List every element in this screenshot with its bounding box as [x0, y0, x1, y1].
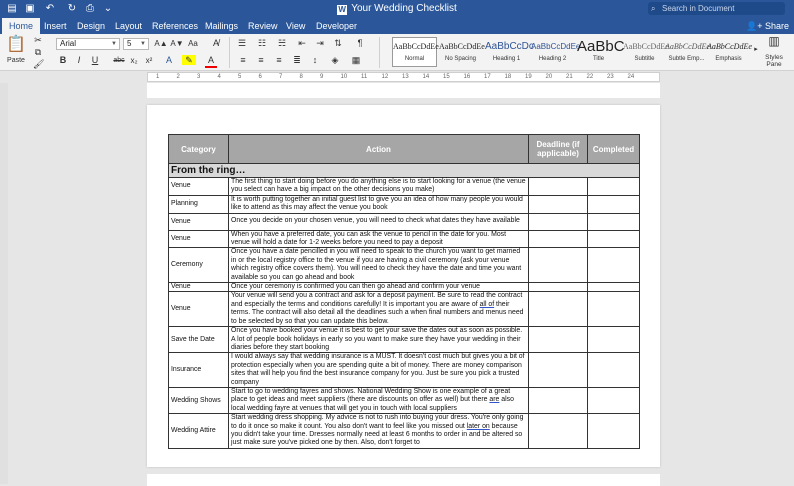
cell-category[interactable]: Venue: [169, 292, 229, 327]
title-bar: [0, 0, 794, 18]
share-button[interactable]: [746, 18, 789, 34]
cell-deadline[interactable]: [529, 283, 588, 292]
font-size-select[interactable]: [123, 38, 149, 50]
table-row: [169, 195, 640, 213]
table-row: [169, 414, 640, 449]
font-name-value: Arial: [60, 39, 77, 48]
ruler-number: 1: [156, 74, 160, 80]
action-text: because you didn't take your time. Dresses normally need at least 6 months to order in and be altered so just make sure you've picked one by then. Also, don't forget to: [231, 422, 523, 447]
cell-category[interactable]: Wedding Attire: [169, 414, 229, 449]
paste-label[interactable]: Paste: [7, 57, 25, 64]
ruler-number: 20: [545, 74, 553, 80]
ruler-number: 6: [258, 74, 262, 80]
cell-deadline[interactable]: [529, 213, 588, 230]
style-name: Emphasis: [715, 56, 742, 62]
action-text-underlined: later on: [466, 422, 490, 430]
font-size-value: 5: [127, 39, 132, 48]
ruler-number: 14: [422, 74, 430, 80]
action-text: also local wedding fayre at venues that will get you in touch with local suppliers: [231, 396, 514, 412]
increase-indent-icon[interactable]: ⇥: [316, 38, 324, 48]
ruler-number: 22: [586, 74, 594, 80]
font-name-select[interactable]: [56, 38, 120, 50]
cell-completed[interactable]: [588, 414, 640, 449]
shading-icon[interactable]: ◈: [331, 55, 339, 65]
style-name: Normal: [404, 56, 425, 62]
ribbon-tabs: [0, 18, 794, 34]
style-name: Heading 1: [492, 56, 521, 62]
tab-mailings[interactable]: Mailings: [205, 21, 239, 31]
cell-completed[interactable]: [588, 387, 640, 413]
tab-insert[interactable]: Insert: [44, 21, 67, 31]
clear-formatting-icon[interactable]: A̸: [212, 38, 219, 48]
section-title[interactable]: From the ring…: [169, 164, 640, 178]
action-text: Start to go to wedding fayres and shows. National Wedding Show is one example of a great place to get ideas and meet suppliers (there are discounts on offer as well) but there: [231, 387, 511, 404]
decrease-indent-icon[interactable]: ⇤: [298, 38, 306, 48]
ruler-number: 7: [279, 74, 283, 80]
sort-icon[interactable]: ⇅: [334, 38, 342, 48]
table-row: [169, 292, 640, 327]
cell-deadline[interactable]: [529, 248, 588, 283]
cell-action[interactable]: Once you have booked your venue it is best to get your save the dates out as soon as possible. A lot of people book holidays in early so you want to make sure they have your wedding in their diaries before they start booking: [229, 327, 529, 353]
chevron-down-icon: ▼: [111, 41, 117, 47]
borders-icon[interactable]: ▦: [351, 55, 361, 65]
cell-deadline[interactable]: [529, 292, 588, 327]
cell-category[interactable]: Venue: [169, 213, 229, 230]
cell-category[interactable]: Venue: [169, 283, 229, 292]
cell-action[interactable]: I would always say that wedding insurance is a MUST. It doesn't cost much but gives you a bit of protection especially when you are spending quite a bit of money. There are money comparison sites that will help you find the best insurance company for you. Just be sure you pick a trusted company: [229, 353, 529, 388]
cell-category[interactable]: Insurance: [169, 353, 229, 388]
ruler-number: 13: [402, 74, 409, 80]
ruler-number: 23: [607, 74, 614, 80]
cell-deadline[interactable]: [529, 178, 588, 196]
multilevel-list-icon[interactable]: ☵: [277, 38, 287, 48]
header-completed[interactable]: Completed: [588, 135, 640, 164]
cell-completed[interactable]: [588, 213, 640, 230]
cell-action[interactable]: [229, 414, 529, 449]
ruler-number: 5: [238, 74, 242, 80]
cell-category[interactable]: Wedding Shows: [169, 387, 229, 413]
highlight-icon[interactable]: ✎: [182, 55, 196, 65]
cell-completed[interactable]: [588, 230, 640, 248]
style-name: Title: [592, 56, 605, 62]
header-deadline[interactable]: Deadline (if applicable): [529, 135, 588, 164]
table-row: [169, 213, 640, 230]
horizontal-ruler[interactable]: [147, 72, 660, 82]
style-name: Heading 2: [538, 56, 567, 62]
style-sample: AaBbCcDdEe: [439, 42, 485, 51]
action-text: Start wedding dress shopping. My advice is not to rush into buying your dress. You're only going to do it once so make it count. You also don't want to feel like you missed out: [231, 414, 524, 430]
cell-deadline[interactable]: [529, 230, 588, 248]
cell-completed[interactable]: [588, 178, 640, 196]
search-icon: ⌕: [651, 4, 656, 13]
document-title-text: Your Wedding Checklist: [351, 3, 457, 14]
checklist-table: [168, 134, 640, 449]
styles-pane-label[interactable]: Styles Pane: [765, 54, 783, 68]
bullets-icon[interactable]: ☰: [237, 38, 247, 48]
style-subtle-emphasis[interactable]: [664, 37, 709, 67]
action-text-underlined: are: [489, 396, 500, 404]
tab-home[interactable]: Home: [2, 18, 40, 34]
ruler-number: 17: [484, 74, 491, 80]
cell-completed[interactable]: [588, 327, 640, 353]
style-sample: AaBbCcDdEe: [623, 42, 669, 51]
chevron-down-icon: ▼: [140, 41, 146, 47]
shrink-font-icon[interactable]: A▼: [170, 39, 184, 48]
cell-completed[interactable]: [588, 248, 640, 283]
header-action[interactable]: Action: [229, 135, 529, 164]
header-category[interactable]: Category: [169, 135, 229, 164]
align-left-icon[interactable]: ≡: [240, 55, 246, 65]
action-text-underlined: all of: [479, 300, 495, 308]
tab-design[interactable]: Design: [77, 21, 106, 31]
cell-action[interactable]: [229, 292, 529, 327]
table-row: [169, 327, 640, 353]
style-heading-1[interactable]: [484, 37, 534, 67]
cell-deadline[interactable]: [529, 353, 588, 388]
ruler-number: 4: [217, 74, 221, 80]
style-name: Subtle Emp...: [668, 56, 705, 62]
save-icon[interactable]: ▣: [25, 3, 35, 14]
align-center-icon[interactable]: ≡: [258, 55, 264, 65]
ruler-number: 10: [340, 74, 348, 80]
style-sample: AaBbCcDc: [485, 41, 534, 52]
section-row: [169, 164, 640, 178]
cell-deadline[interactable]: [529, 327, 588, 353]
cell-deadline[interactable]: [529, 195, 588, 213]
cell-deadline[interactable]: [529, 387, 588, 413]
ruler-number: 12: [381, 74, 389, 80]
previous-page: [147, 83, 660, 98]
style-sample: AaBbCcDdEe: [665, 42, 710, 51]
cell-completed[interactable]: [588, 292, 640, 327]
table-row: [169, 230, 640, 248]
ruler-number: 21: [566, 74, 573, 80]
share-label: Share: [764, 21, 789, 31]
italic-button[interactable]: I: [77, 55, 81, 65]
tab-review[interactable]: Review: [248, 21, 278, 31]
styles-pane-icon[interactable]: ▥: [768, 34, 780, 48]
style-title[interactable]: [576, 37, 625, 67]
cell-category[interactable]: Venue: [169, 178, 229, 196]
tab-view[interactable]: View: [286, 21, 306, 31]
ruler-number: 8: [299, 74, 303, 80]
cell-action[interactable]: [229, 387, 529, 413]
numbering-icon[interactable]: ☷: [257, 38, 267, 48]
next-page: [147, 474, 660, 486]
customize-icon[interactable]: ⌄: [103, 3, 113, 14]
ribbon-separator: [229, 37, 230, 68]
cell-category[interactable]: Save the Date: [169, 327, 229, 353]
cell-category[interactable]: Ceremony: [169, 248, 229, 283]
subscript-button[interactable]: x₂: [130, 56, 138, 65]
ruler-number: 24: [627, 74, 635, 80]
cell-action[interactable]: Once you have a date pencilled in you will need to speak to the church you want to get married in or the local registry office to the venue if you are having a civil ceremony (ask your venue which registry office covers them). You will need to check they have the date and time you want available so you can go ahead and book: [229, 248, 529, 283]
ruler-number: 19: [525, 74, 532, 80]
action-text: Your venue will send you a contract and ask for a deposit payment. Be sure to read the contract and especially the terms and conditions carefully! It is important you are aware of: [231, 292, 523, 308]
redo-icon[interactable]: ↻: [67, 3, 77, 14]
ruler-number: 2: [176, 74, 180, 80]
cell-completed[interactable]: [588, 195, 640, 213]
cut-icon[interactable]: ✂: [34, 35, 42, 45]
search-placeholder: Search in Document: [662, 4, 735, 13]
align-right-icon[interactable]: ≡: [276, 55, 282, 65]
style-sample: AaBbCcDdEe: [531, 42, 581, 51]
word-doc-icon: W: [338, 5, 346, 14]
cell-action[interactable]: The first thing to start doing before you do anything else is to start looking for a venue (the venue you select can have a big impact on the other decisions you make): [229, 178, 529, 196]
tab-developer[interactable]: Developer: [316, 21, 358, 31]
sidebar-icon[interactable]: ▤: [7, 3, 17, 14]
ruler-number: 16: [463, 74, 471, 80]
style-no-spacing[interactable]: [438, 37, 483, 67]
cell-action[interactable]: It is worth putting together an initial guest list to give you an idea of how many people you would like to attend as this may affect the venue you book: [229, 195, 529, 213]
style-subtitle[interactable]: [622, 37, 667, 67]
bold-button[interactable]: B: [59, 55, 67, 65]
style-emphasis[interactable]: [706, 37, 751, 67]
cell-completed[interactable]: [588, 283, 640, 292]
change-case-icon[interactable]: Aa: [188, 39, 198, 48]
undo-icon[interactable]: ↶: [45, 3, 55, 14]
format-painter-icon[interactable]: 🖌: [33, 59, 45, 69]
font-color-icon[interactable]: A: [205, 55, 217, 68]
cell-action[interactable]: Once your ceremony is confirmed you can then go ahead and confirm your venue: [229, 283, 529, 292]
table-row: [169, 283, 640, 292]
table-row: [169, 178, 640, 196]
text-effects-icon[interactable]: A: [165, 55, 172, 65]
justify-icon[interactable]: ≣: [293, 55, 301, 65]
share-icon: 👤+: [746, 21, 765, 31]
home-ribbon: [0, 34, 794, 71]
print-icon[interactable]: ⎙: [86, 3, 94, 14]
ruler-number: 11: [361, 74, 368, 80]
line-spacing-icon[interactable]: ↕: [312, 55, 318, 65]
paste-icon[interactable]: 📋: [6, 36, 26, 53]
cell-action[interactable]: When you have a preferred date, you can ask the venue to pencil in the date for you. Most venue will hold a date for 1-2 weeks before you need to pay a deposit: [229, 230, 529, 248]
ribbon-separator: [379, 37, 380, 68]
ruler-number: 15: [443, 74, 450, 80]
ruler-number: 9: [320, 74, 324, 80]
copy-icon[interactable]: ⧉: [34, 47, 42, 57]
cell-deadline[interactable]: [529, 414, 588, 449]
cell-action[interactable]: Once you decide on your chosen venue, you will need to check what dates they have available: [229, 213, 529, 230]
vertical-ruler: [0, 83, 8, 484]
ruler-number: 3: [197, 74, 201, 80]
table-row: [169, 353, 640, 388]
style-normal[interactable]: [392, 37, 437, 67]
style-sample: AaBbCcDdEe: [707, 42, 752, 51]
table-row: [169, 248, 640, 283]
strikethrough-button[interactable]: abc: [113, 57, 125, 64]
table-header-row: [169, 135, 640, 164]
styles-more-icon[interactable]: ▸: [754, 46, 758, 53]
style-sample: AaBbC: [577, 38, 625, 55]
document-page[interactable]: [147, 105, 660, 467]
tab-references[interactable]: References: [152, 21, 199, 31]
cell-category[interactable]: Venue: [169, 230, 229, 248]
ruler-number: 18: [504, 74, 512, 80]
cell-completed[interactable]: [588, 353, 640, 388]
table-row: [169, 387, 640, 413]
style-name: No Spacing: [444, 56, 477, 62]
style-sample: AaBbCcDdEe: [393, 42, 439, 51]
cell-category[interactable]: Planning: [169, 195, 229, 213]
superscript-button[interactable]: x²: [145, 56, 153, 65]
action-text: their terms. The contract will also detail all the deadlines such a when final numbers and menus need to be selected by so that you can update this below.: [231, 300, 524, 325]
show-formatting-icon[interactable]: ¶: [357, 38, 363, 48]
underline-button[interactable]: U: [91, 55, 99, 65]
style-name: Subtitle: [634, 56, 655, 62]
style-heading-2[interactable]: [530, 37, 581, 67]
tab-layout[interactable]: Layout: [115, 21, 143, 31]
grow-font-icon[interactable]: A▲: [154, 39, 168, 48]
search-input[interactable]: [648, 2, 785, 15]
